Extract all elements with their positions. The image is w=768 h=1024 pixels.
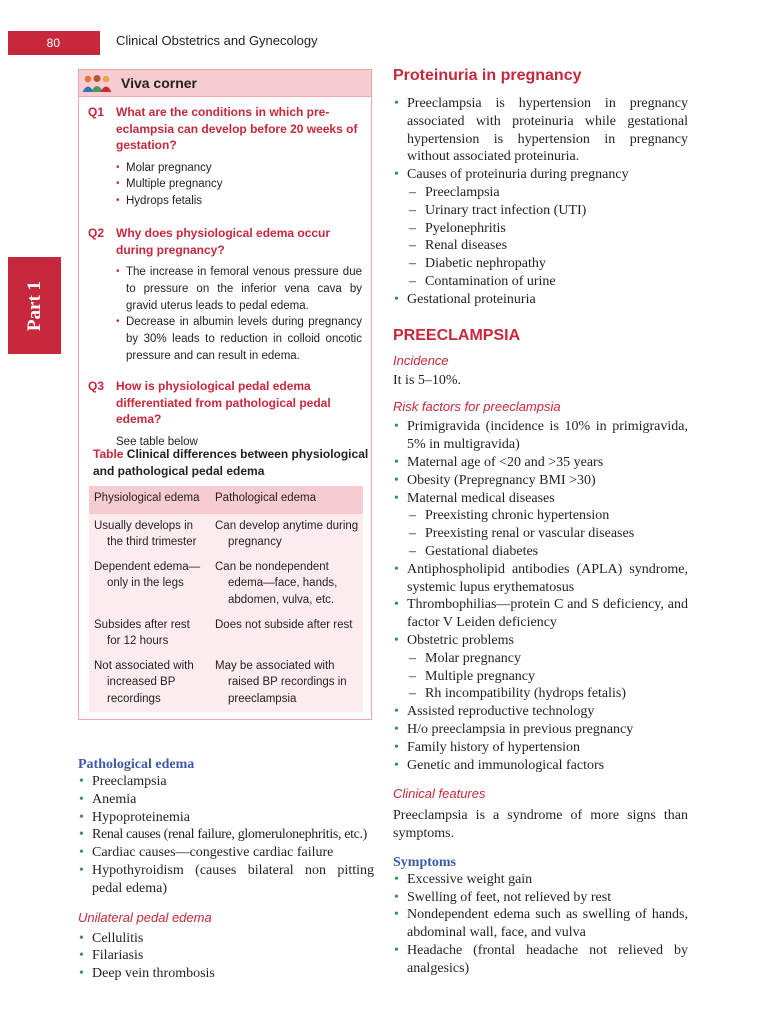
- section-subheading: Clinical features: [393, 786, 486, 802]
- answer-list: [88, 264, 362, 365]
- list-item: [393, 632, 688, 703]
- section-heading: Pathological edema: [78, 757, 195, 772]
- list-item: • Hypothyroidism (causes bilateral non pitting pedal edema): [78, 862, 374, 898]
- table-header-row: [89, 486, 363, 514]
- list-item: • Preeclampsia is hypertension in pregnancy associated with proteinuria while gestational hypertension is hypertension in pregnancy without associated proteinuria.: [393, 95, 688, 166]
- maternal-medical-sublist: [407, 507, 688, 560]
- question-number: Q2: [88, 226, 105, 240]
- page-number-bar: [8, 31, 100, 55]
- part-tab-label: Part 1: [23, 280, 45, 331]
- question-number: Q3: [88, 379, 105, 393]
- viva-corner-box: [78, 69, 372, 720]
- list-item: • Genetic and immunological factors: [393, 757, 688, 775]
- sublist-item: – Gestational diabetes: [407, 543, 688, 561]
- incidence-text: It is 5–10%.: [393, 372, 462, 388]
- question-text: What are the conditions in which pre-eclampsia can develop before 20 weeks of gestation?: [116, 105, 358, 152]
- list-item: • Multiple pregnancy: [116, 176, 368, 193]
- unilateral-edema-list: [78, 930, 374, 983]
- viva-question-3: [88, 378, 368, 448]
- sublist-item: – Rh incompatibility (hydrops fetalis): [407, 685, 688, 703]
- column-header: Pathological edema: [210, 486, 363, 514]
- sublist-item: – Contamination of urine: [407, 273, 688, 291]
- sublist-item: – Multiple pregnancy: [407, 668, 688, 686]
- section-heading: Symptoms: [393, 854, 457, 870]
- section-subheading: Risk factors for preeclampsia: [393, 399, 561, 415]
- list-item: • Hydrops fetalis: [116, 193, 368, 210]
- list-item: • Decrease in albumin levels during pregnancy by 30% leads to reduction in colloid oncotic pressure and can result in edema.: [116, 314, 362, 364]
- group-people-icon: [81, 73, 113, 93]
- answer-list: [88, 160, 368, 210]
- table-label: Table: [93, 447, 124, 461]
- list-item-label: Maternal medical diseases: [407, 490, 555, 506]
- symptoms-list: [393, 871, 688, 978]
- list-item: • Primigravida (incidence is 10% in primigravida, 5% in multigravida): [393, 418, 688, 454]
- table-cell: Can develop anytime during pregnancy: [210, 514, 363, 555]
- list-item: • Excessive weight gain: [393, 871, 688, 889]
- list-item: • Renal causes (renal failure, glomerulonephritis, etc.): [78, 826, 374, 844]
- list-item: • Filariasis: [78, 947, 374, 965]
- table-row: [89, 654, 363, 712]
- risk-factors-list: [393, 418, 688, 774]
- pathological-edema-section: [78, 757, 374, 983]
- list-item: • H/o preeclampsia in previous pregnancy: [393, 721, 688, 739]
- viva-question-2: [88, 225, 368, 365]
- list-item-label: Causes of proteinuria during pregnancy: [407, 167, 629, 183]
- list-item: • Hypoproteinemia: [78, 809, 374, 827]
- column-header: Physiological edema: [89, 486, 210, 514]
- table-caption-text: Clinical differences between physiological and pathological pedal edema: [93, 447, 369, 478]
- pathological-edema-list: [78, 773, 374, 898]
- sublist-item: – Preexisting renal or vascular diseases: [407, 525, 688, 543]
- list-item: • Anemia: [78, 791, 374, 809]
- section-subheading: Unilateral pedal edema: [78, 909, 212, 925]
- list-item: • Maternal age of <20 and >35 years: [393, 454, 688, 472]
- list-item: [393, 166, 688, 291]
- section-subheading: Incidence: [393, 352, 449, 368]
- comparison-table: [89, 486, 363, 712]
- sublist-item: – Diabetic nephropathy: [407, 255, 688, 273]
- sublist-item: – Molar pregnancy: [407, 650, 688, 668]
- viva-question-1: [88, 104, 368, 210]
- list-item: [393, 490, 688, 561]
- list-item: • Deep vein thrombosis: [78, 965, 374, 983]
- part-tab: [8, 257, 61, 354]
- list-item: • Antiphospholipid antibodies (APLA) syndrome, systemic lupus erythematosus: [393, 561, 688, 597]
- table-caption: [93, 446, 369, 480]
- causes-sublist: [407, 184, 688, 291]
- section-heading: PREECLAMPSIA: [393, 326, 521, 344]
- list-item: • Assisted reproductive technology: [393, 703, 688, 721]
- list-item: • Swelling of feet, not relieved by rest: [393, 889, 688, 907]
- table-row: [89, 514, 363, 555]
- clinical-features-text: Preeclampsia is a syndrome of more signs than symptoms.: [393, 808, 688, 842]
- table-row: [89, 555, 363, 613]
- list-item-label: Obstetric problems: [407, 632, 514, 648]
- list-item: • Gestational proteinuria: [393, 291, 688, 309]
- list-item: • Obesity (Prepregnancy BMI >30): [393, 472, 688, 490]
- proteinuria-list: [393, 95, 688, 309]
- list-item: • Nondependent edema such as swelling of hands, abdominal wall, face, and vulva: [393, 906, 688, 942]
- sublist-item: – Urinary tract infection (UTI): [407, 202, 688, 220]
- question-text: Why does physiological edema occur during pregnancy?: [116, 226, 331, 257]
- question-text: How is physiological pedal edema differentiated from pathological pedal edema?: [116, 379, 331, 426]
- viva-corner-title: Viva corner: [121, 75, 198, 91]
- list-item: • Cellulitis: [78, 930, 374, 948]
- list-item: • Family history of hypertension: [393, 739, 688, 757]
- list-item: • The increase in femoral venous pressure due to pressure on the inferior vena cava by gravid uterus leads to pedal edema.: [116, 264, 362, 314]
- sublist-item: – Preeclampsia: [407, 184, 688, 202]
- sublist-item: – Renal diseases: [407, 237, 688, 255]
- right-column: [393, 67, 688, 978]
- table-cell: Subsides after rest for 12 hours: [89, 613, 210, 654]
- table-cell: Usually develops in the third trimester: [89, 514, 210, 555]
- answer-text: See table below: [116, 435, 198, 448]
- obstetric-sublist: [407, 650, 688, 703]
- table-cell: Does not subside after rest: [210, 613, 363, 654]
- viva-corner-header: [79, 70, 371, 97]
- list-item: • Thrombophilias—protein C and S deficiency, and factor V Leiden deficiency: [393, 596, 688, 632]
- table-cell: Not associated with increased BP recordings: [89, 654, 210, 712]
- sublist-item: – Preexisting chronic hypertension: [407, 507, 688, 525]
- table-cell: May be associated with raised BP recordings in preeclampsia: [210, 654, 363, 712]
- page-number: 80: [46, 36, 60, 50]
- list-item: • Preeclampsia: [78, 773, 374, 791]
- list-item: • Headache (frontal headache not relieved by analgesics): [393, 942, 688, 978]
- list-item: • Molar pregnancy: [116, 160, 368, 177]
- running-title: Clinical Obstetrics and Gynecology: [116, 33, 318, 48]
- section-heading: Proteinuria in pregnancy: [393, 67, 582, 84]
- table-cell: Dependent edema—only in the legs: [89, 555, 210, 613]
- table-cell: Can be nondependent edema—face, hands, abdomen, vulva, etc.: [210, 555, 363, 613]
- table-row: [89, 613, 363, 654]
- question-number: Q1: [88, 105, 105, 119]
- list-item: • Cardiac causes—congestive cardiac failure: [78, 844, 374, 862]
- sublist-item: – Pyelonephritis: [407, 220, 688, 238]
